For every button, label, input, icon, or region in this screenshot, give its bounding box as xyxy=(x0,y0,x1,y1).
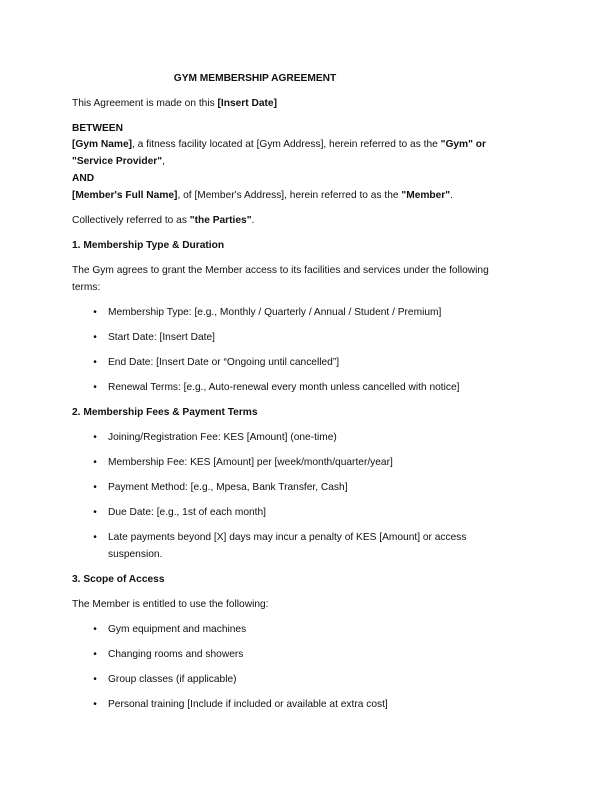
list-item-text: Joining/Registration Fee: KES [Amount] (one-time) xyxy=(108,432,337,443)
intro-date-placeholder: [Insert Date] xyxy=(217,98,277,109)
gym-party-line-1 xyxy=(72,137,486,154)
section-3-paragraph: The Member is entitled to use the following: xyxy=(72,599,269,610)
list-item-text: Start Date: [Insert Date] xyxy=(108,332,216,343)
collective-term: "the Parties" xyxy=(189,215,252,226)
gym-term-line2: "Service Provider" xyxy=(72,156,163,167)
and-label xyxy=(72,171,94,188)
bullet-dot: • xyxy=(93,507,97,518)
bullet-dot: • xyxy=(93,674,97,685)
between-label xyxy=(72,121,123,138)
member-party-text: , of [Member's Address], herein referred to as the xyxy=(177,190,402,201)
bullet-dot: • xyxy=(93,432,97,443)
bullet-dot: • xyxy=(93,624,97,635)
list-item-text: Renewal Terms: [e.g., Auto-renewal every month unless cancelled with notice] xyxy=(108,382,460,393)
document-title: GYM MEMBERSHIP AGREEMENT xyxy=(173,73,337,84)
list-item-text-line-2: suspension. xyxy=(108,548,163,560)
collective-prefix: Collectively referred to as xyxy=(72,215,190,226)
bullet-dot: • xyxy=(93,357,97,368)
bullet-dot: • xyxy=(93,649,97,660)
section-2-heading xyxy=(72,405,258,422)
section-1-paragraph-line-2: terms: xyxy=(72,282,101,293)
intro-prefix: This Agreement is made on this xyxy=(72,98,218,109)
gym-term-line1: "Gym" or xyxy=(440,139,486,150)
bullet-dot: • xyxy=(93,307,97,318)
collective-suffix: . xyxy=(251,215,255,226)
section-1-paragraph-line-1: The Gym agrees to grant the Member access to its facilities and services under the following xyxy=(72,265,489,276)
member-name-placeholder: [Member's Full Name] xyxy=(72,190,178,201)
list-item-text: Personal training [Include if included or available at extra cost] xyxy=(108,699,388,710)
section-2-heading-text: 2. Membership Fees & Payment Terms xyxy=(72,407,258,418)
section-1-heading xyxy=(72,238,224,255)
list-item-text: Group classes (if applicable) xyxy=(108,674,237,685)
member-term: "Member" xyxy=(401,190,451,201)
bullet-dot: • xyxy=(93,457,97,468)
list-item-text: Membership Type: [e.g., Monthly / Quarterly / Annual / Student / Premium] xyxy=(108,307,442,318)
intro-line xyxy=(72,96,277,113)
member-party-suffix: . xyxy=(450,190,453,201)
list-item-text: Gym equipment and machines xyxy=(108,624,247,635)
list-item-text: Membership Fee: KES [Amount] per [week/month/quarter/year] xyxy=(108,457,393,468)
between-text: BETWEEN xyxy=(72,123,123,134)
section-1-heading-text: 1. Membership Type & Duration xyxy=(72,240,225,251)
list-item-text: Due Date: [e.g., 1st of each month] xyxy=(108,507,266,518)
section-3-heading xyxy=(72,572,164,589)
list-item-text-line-1: Late payments beyond [X] days may incur a penalty of KES [Amount] or access xyxy=(108,532,467,543)
bullet-dot: • xyxy=(93,382,97,393)
list-item-text: End Date: [Insert Date or “Ongoing until cancelled”] xyxy=(108,357,340,368)
gym-party-suffix: , xyxy=(162,156,165,167)
bullet-dot: • xyxy=(93,332,97,343)
and-text: AND xyxy=(72,173,95,184)
member-party-line xyxy=(72,188,453,205)
list-item-text xyxy=(108,530,528,563)
gym-name-placeholder: [Gym Name] xyxy=(72,139,133,150)
list-item-text: Payment Method: [e.g., Mpesa, Bank Transfer, Cash] xyxy=(108,482,348,493)
bullet-dot: • xyxy=(93,482,97,493)
gym-party-text: , a fitness facility located at [Gym Address], herein referred to as the xyxy=(132,139,441,150)
list-item-text: Changing rooms and showers xyxy=(108,649,244,660)
gym-party-line-2 xyxy=(72,154,165,171)
bullet-dot: • xyxy=(93,532,97,543)
bullet-dot: • xyxy=(93,699,97,710)
section-3-heading-text: 3. Scope of Access xyxy=(72,574,165,585)
collective-line xyxy=(72,213,254,230)
